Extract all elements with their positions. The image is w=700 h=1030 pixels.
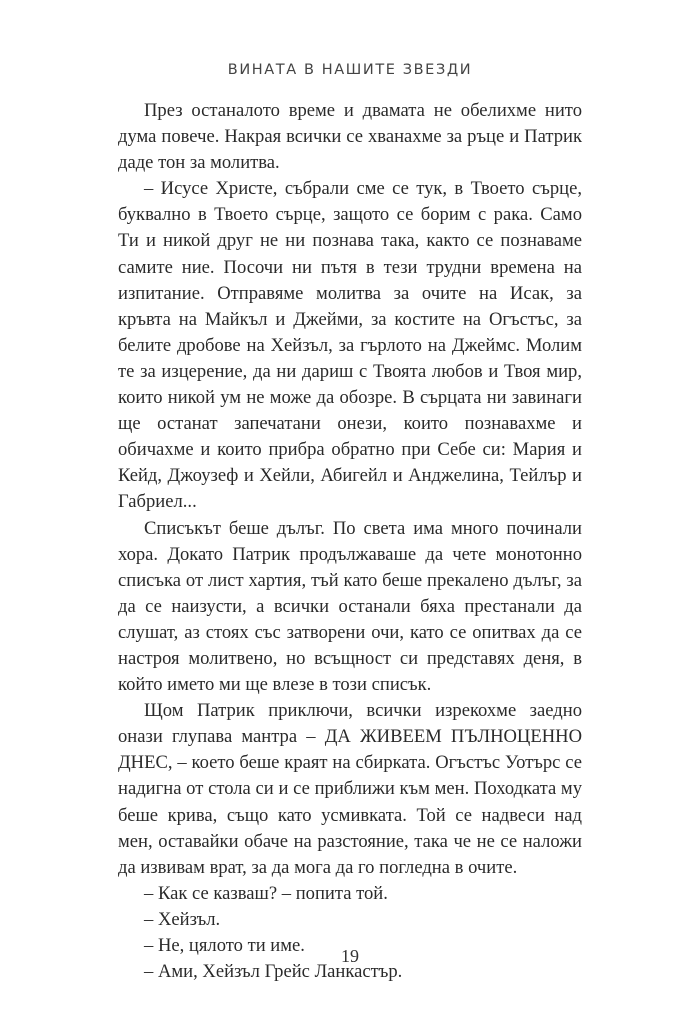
dialogue-line: – Как се казваш? – попита той. — [144, 882, 388, 904]
paragraph: Списъкът беше дълъг. По света има много починали хора. Докато Патрик продължаваше да чете монотонно списъка от лист хартия, тъй като беше прекалено дълъг, за да се наизусти, а всички останали бяха престанали да слушат, аз стоях със затворени очи, като се опитвах да се настроя молитвено, но всъщност си представях деня, в който името ми ще влезе в този списък. — [118, 517, 582, 696]
paragraph: Щом Патрик приключи, всички изрекохме заедно онази глупава мантра – ДА ЖИВЕЕМ ПЪЛНОЦЕННО ДНЕС, – което беше краят на сбирката. Огъстъс Уотърс се надигна от стола си и се приближи към мен. Походката му беше крива, също като усмивката. Той се надвеси над мен, оставайки обаче на разстояние, така че не се наложи да извивам врат, за да мога да го погледна в очите. — [118, 700, 582, 878]
page-number: 19 — [341, 946, 359, 966]
dialogue-line: – Хейзъл. — [144, 908, 221, 930]
body-text — [118, 98, 582, 985]
paragraph: През останалото време и двамата не обелихме нито дума повече. Накрая всички се хванахме за ръце и Патрик даде тон за молитва. — [118, 100, 582, 174]
dialogue-line: – Не, цялото ти име. — [144, 935, 305, 956]
paragraph: – Исусе Христе, събрали сме се тук, в Твоето сърце, буквално в Твоето сърце, защото се борим с рака. Само Ти и никой друг не ни познава така, както се познаваме самите ние. Посочи ни пътя в тези трудни времена на изпитание. Отправяме молитва за очите на Исак, за кръвта на Майкъл и Джейми, за костите на Огъстъс, за белите дробове на Хейзъл, за гърлото на Джеймс. Молим те за изцерение, да ни дариш с Твоята любов и Твоя мир, които никой ум не може да обозре. В сърцата ни завинаги ще останат запечатани онези, които познавахме и обичахме и които прибра обратно при Себе си: Мария и Кейд, Джоузеф и Хейли, Абигейл и Анджелина, Тейлър и Габриел... — [118, 178, 582, 513]
running-title: ВИНАТА В НАШИТЕ ЗВЕЗДИ — [227, 62, 473, 78]
dialogue-line: – Ами, Хейзъл Грейс Ланкастър. — [144, 961, 403, 983]
